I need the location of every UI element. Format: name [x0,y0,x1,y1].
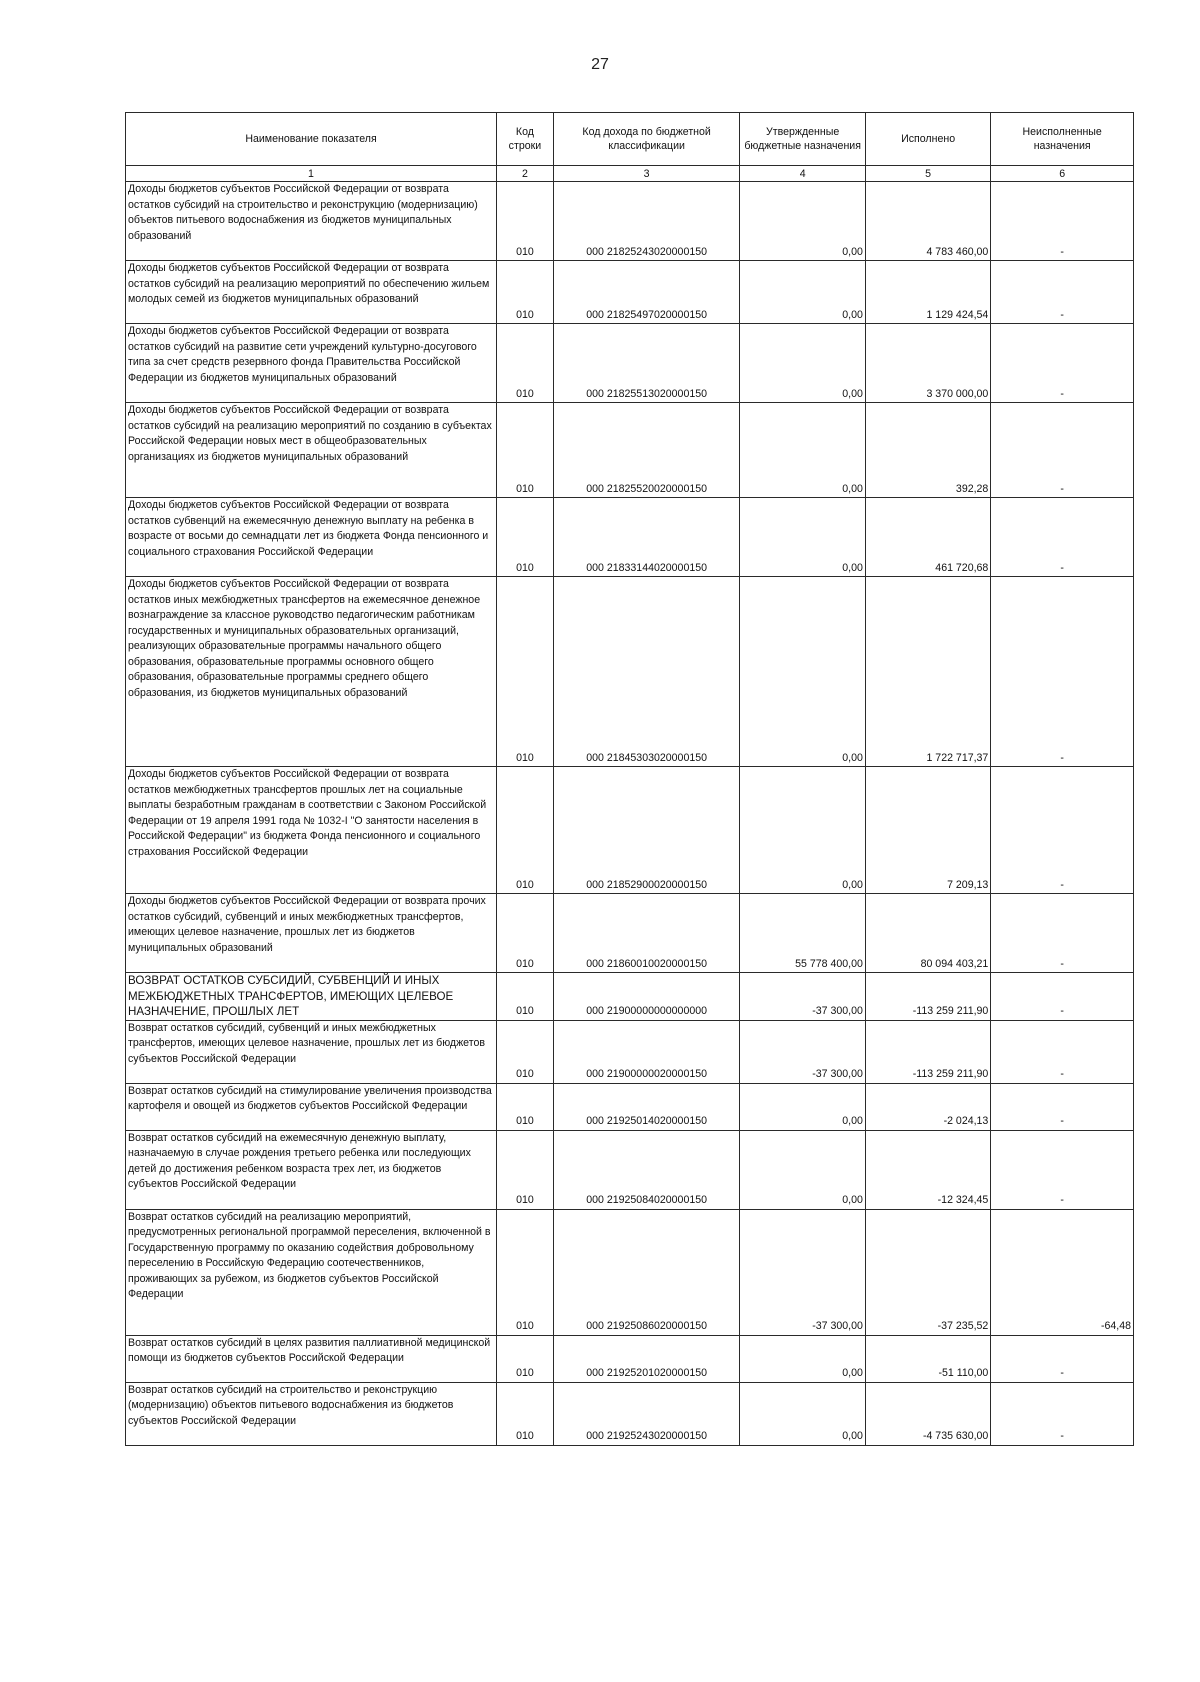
row-unexecuted-cell: - [991,1083,1134,1130]
row-approved-cell: -37 300,00 [740,1209,865,1335]
row-kbk-cell: 000 21900000020000150 [553,1020,740,1083]
row-code-cell: 010 [497,324,554,403]
row-name-cell: Доходы бюджетов субъектов Российской Федерации от возврата остатков иных межбюджетных трансфертов на ежемесячное денежное вознаграждение за классное руководство педагогическим работникам государственных и муниципальных образовательных организаций, реализующих образовательные программы начального общего образования, образовательные программы основного общего образования, образовательные программы среднего общего образования, из бюджетов муниципальных образований [126,577,497,767]
row-code-cell: 010 [497,1335,554,1382]
row-executed-cell: 1 129 424,54 [865,261,990,324]
row-name-cell: Доходы бюджетов субъектов Российской Федерации от возврата остатков субвенций на ежемесячную денежную выплату на ребенка в возрасте от восьми до семнадцати лет из бюджета Фонда пенсионного и социального страхования Российской Федерации [126,498,497,577]
column-number: 4 [740,166,865,182]
row-approved-cell: -37 300,00 [740,1020,865,1083]
row-kbk-cell: 000 21852900020000150 [553,767,740,894]
row-kbk-cell: 000 21825513020000150 [553,324,740,403]
table-row [126,1335,1134,1382]
row-code-cell: 010 [497,1382,554,1445]
row-name-cell: Доходы бюджетов субъектов Российской Федерации от возврата остатков субсидий на строительство и реконструкцию (модернизацию) объектов питьевого водоснабжения из бюджетов муниципальных образований [126,182,497,261]
page-number: 27 [591,56,609,73]
row-name-cell: Возврат остатков субсидий на реализацию мероприятий, предусмотренных региональной программой переселения, включенной в Государственную программу по оказанию содействия добровольному переселению в Российскую Федерацию соотечественников, проживающих за рубежом, из бюджетов субъектов Российской Федерации [126,1209,497,1335]
table-row [126,1209,1134,1335]
row-kbk-cell: 000 21825497020000150 [553,261,740,324]
row-unexecuted-cell: - [991,1382,1134,1445]
row-unexecuted-cell: - [991,1335,1134,1382]
table-row [126,973,1134,1021]
table-row [126,1382,1134,1445]
row-approved-cell: 0,00 [740,261,865,324]
row-executed-cell: 1 722 717,37 [865,577,990,767]
row-kbk-cell: 000 21925086020000150 [553,1209,740,1335]
row-approved-cell: 0,00 [740,403,865,498]
row-code-cell: 010 [497,182,554,261]
table-body [126,182,1134,1446]
row-name-cell: Доходы бюджетов субъектов Российской Федерации от возврата прочих остатков субсидий, субвенций и иных межбюджетных трансфертов, имеющих целевое назначение, прошлых лет из бюджетов муниципальных образований [126,894,497,973]
row-executed-cell: 80 094 403,21 [865,894,990,973]
table-row [126,1020,1134,1083]
header-kbk: Код дохода по бюджетной классификации [553,113,740,166]
column-number: 6 [991,166,1134,182]
header-executed: Исполнено [865,113,990,166]
row-kbk-cell: 000 21925201020000150 [553,1335,740,1382]
row-kbk-cell: 000 21925084020000150 [553,1130,740,1209]
row-executed-cell: 7 209,13 [865,767,990,894]
row-code-cell: 010 [497,973,554,1021]
row-name-cell: Возврат остатков субсидий на стимулирование увеличения производства картофеля и овощей из бюджетов субъектов Российской Федерации [126,1083,497,1130]
row-code-cell: 010 [497,577,554,767]
row-name-cell: ВОЗВРАТ ОСТАТКОВ СУБСИДИЙ, СУБВЕНЦИЙ И ИНЫХ МЕЖБЮДЖЕТНЫХ ТРАНСФЕРТОВ, ИМЕЮЩИХ ЦЕЛЕВОЕ НАЗНАЧЕНИЕ, ПРОШЛЫХ ЛЕТ [126,973,497,1021]
row-unexecuted-cell: - [991,1020,1134,1083]
row-approved-cell: 55 778 400,00 [740,894,865,973]
row-unexecuted-cell: - [991,973,1134,1021]
header-name: Наименование показателя [126,113,497,166]
table-row [126,498,1134,577]
row-approved-cell: 0,00 [740,1382,865,1445]
row-code-cell: 010 [497,767,554,894]
table-row [126,1130,1134,1209]
budget-report-table [125,112,1134,1446]
table-row [126,261,1134,324]
column-number: 1 [126,166,497,182]
table-row [126,767,1134,894]
row-code-cell: 010 [497,261,554,324]
header-unexecuted: Неисполненные назначения [991,113,1134,166]
row-approved-cell: 0,00 [740,182,865,261]
row-unexecuted-cell: -64,48 [991,1209,1134,1335]
row-name-cell: Доходы бюджетов субъектов Российской Федерации от возврата остатков субсидий на реализацию мероприятий по обеспечению жильем молодых семей из бюджетов муниципальных образований [126,261,497,324]
row-code-cell: 010 [497,1020,554,1083]
row-unexecuted-cell: - [991,577,1134,767]
row-unexecuted-cell: - [991,767,1134,894]
column-number-row [126,166,1134,182]
row-code-cell: 010 [497,1083,554,1130]
row-executed-cell: 392,28 [865,403,990,498]
row-executed-cell: -37 235,52 [865,1209,990,1335]
row-unexecuted-cell: - [991,894,1134,973]
row-code-cell: 010 [497,403,554,498]
table-row [126,1083,1134,1130]
column-number: 3 [553,166,740,182]
header-row [126,113,1134,166]
row-name-cell: Возврат остатков субсидий, субвенций и иных межбюджетных трансфертов, имеющих целевое назначение, прошлых лет из бюджетов субъектов Российской Федерации [126,1020,497,1083]
row-executed-cell: -113 259 211,90 [865,973,990,1021]
table-row [126,577,1134,767]
row-executed-cell: -113 259 211,90 [865,1020,990,1083]
row-unexecuted-cell: - [991,261,1134,324]
row-executed-cell: 461 720,68 [865,498,990,577]
row-kbk-cell: 000 21900000000000000 [553,973,740,1021]
table-row [126,182,1134,261]
header-code: Код строки [497,113,554,166]
row-unexecuted-cell: - [991,182,1134,261]
column-number: 2 [497,166,554,182]
row-unexecuted-cell: - [991,403,1134,498]
row-name-cell: Доходы бюджетов субъектов Российской Федерации от возврата остатков субсидий на развитие сети учреждений культурно-досугового типа за счет средств резервного фонда Правительства Российской Федерации из бюджетов муниципальных образований [126,324,497,403]
row-approved-cell: 0,00 [740,1335,865,1382]
row-approved-cell: 0,00 [740,767,865,894]
row-name-cell: Возврат остатков субсидий на строительство и реконструкцию (модернизацию) объектов питьевого водоснабжения из бюджетов субъектов Российской Федерации [126,1382,497,1445]
row-kbk-cell: 000 21833144020000150 [553,498,740,577]
row-code-cell: 010 [497,1130,554,1209]
row-approved-cell: 0,00 [740,577,865,767]
table-row [126,894,1134,973]
row-executed-cell: -12 324,45 [865,1130,990,1209]
column-number: 5 [865,166,990,182]
row-executed-cell: -4 735 630,00 [865,1382,990,1445]
table-row [126,403,1134,498]
row-unexecuted-cell: - [991,1130,1134,1209]
row-executed-cell: -51 110,00 [865,1335,990,1382]
row-kbk-cell: 000 21845303020000150 [553,577,740,767]
row-executed-cell: 3 370 000,00 [865,324,990,403]
row-kbk-cell: 000 21825520020000150 [553,403,740,498]
row-approved-cell: 0,00 [740,498,865,577]
row-executed-cell: 4 783 460,00 [865,182,990,261]
row-approved-cell: 0,00 [740,1083,865,1130]
row-code-cell: 010 [497,894,554,973]
row-kbk-cell: 000 21860010020000150 [553,894,740,973]
row-kbk-cell: 000 21925243020000150 [553,1382,740,1445]
row-kbk-cell: 000 21825243020000150 [553,182,740,261]
row-code-cell: 010 [497,1209,554,1335]
row-kbk-cell: 000 21925014020000150 [553,1083,740,1130]
row-name-cell: Доходы бюджетов субъектов Российской Федерации от возврата остатков субсидий на реализацию мероприятий по созданию в субъектах Российской Федерации новых мест в общеобразовательных организациях из бюджетов муниципальных образований [126,403,497,498]
row-name-cell: Возврат остатков субсидий на ежемесячную денежную выплату, назначаемую в случае рождения третьего ребенка или последующих детей до достижения ребенком возраста трех лет, из бюджетов субъектов Российской Федерации [126,1130,497,1209]
header-approved: Утвержденные бюджетные назначения [740,113,865,166]
row-approved-cell: 0,00 [740,1130,865,1209]
table-row [126,324,1134,403]
row-approved-cell: -37 300,00 [740,973,865,1021]
row-approved-cell: 0,00 [740,324,865,403]
row-unexecuted-cell: - [991,324,1134,403]
row-code-cell: 010 [497,498,554,577]
row-unexecuted-cell: - [991,498,1134,577]
row-name-cell: Доходы бюджетов субъектов Российской Федерации от возврата остатков межбюджетных трансфертов прошлых лет на социальные выплаты безработным гражданам в соответствии с Законом Российской Федерации от 19 апреля 1991 года № 1032-I "О занятости населения в Российской Федерации" из бюджета Фонда пенсионного и социального страхования Российской Федерации [126,767,497,894]
row-executed-cell: -2 024,13 [865,1083,990,1130]
row-name-cell: Возврат остатков субсидий в целях развития паллиативной медицинской помощи из бюджетов субъектов Российской Федерации [126,1335,497,1382]
